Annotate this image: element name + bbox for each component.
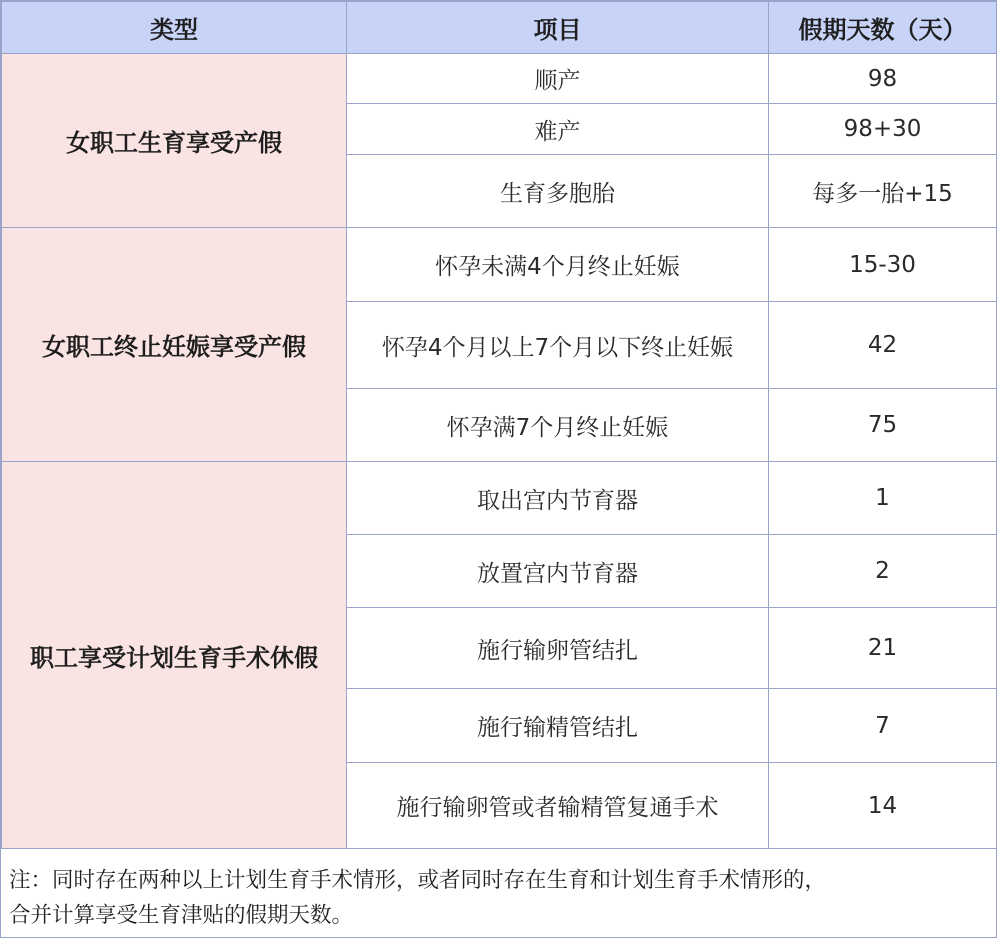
item-cell: 施行输卵管或者输精管复通手术 [347,763,769,849]
days-cell: 98+30 [769,104,997,155]
item-cell: 放置宫内节育器 [347,535,769,608]
header-type: 类型 [2,2,347,54]
footnote-line-1: 注：同时存在两种以上计划生育手术情形，或者同时存在生育和计划生育手术情形的， [9,868,827,893]
type-cell-termination: 女职工终止妊娠享受产假 [2,228,347,462]
item-cell: 顺产 [347,54,769,104]
days-cell: 75 [769,389,997,462]
footnote-line-2: 合并计算享受生育津贴的假期天数。 [9,903,354,928]
item-cell: 难产 [347,104,769,155]
leave-table [1,1,997,849]
table-row [2,54,997,104]
days-cell: 7 [769,689,997,763]
days-cell: 42 [769,302,997,389]
days-cell: 21 [769,608,997,689]
days-cell: 每多一胎+15 [769,155,997,228]
type-cell-maternity: 女职工生育享受产假 [2,54,347,228]
type-cell-family-planning: 职工享受计划生育手术休假 [2,462,347,849]
item-cell: 施行输卵管结扎 [347,608,769,689]
table-row [2,228,997,302]
header-days: 假期天数（天） [769,2,997,54]
days-cell: 15-30 [769,228,997,302]
footnote [1,849,996,933]
table-row [2,462,997,535]
item-cell: 生育多胞胎 [347,155,769,228]
days-cell: 2 [769,535,997,608]
days-cell: 14 [769,763,997,849]
item-cell: 怀孕未满4个月终止妊娠 [347,228,769,302]
header-item: 项目 [347,2,769,54]
table-header-row [2,2,997,54]
item-cell: 取出宫内节育器 [347,462,769,535]
days-cell: 1 [769,462,997,535]
days-cell: 98 [769,54,997,104]
item-cell: 施行输精管结扎 [347,689,769,763]
item-cell: 怀孕4个月以上7个月以下终止妊娠 [347,302,769,389]
item-cell: 怀孕满7个月终止妊娠 [347,389,769,462]
